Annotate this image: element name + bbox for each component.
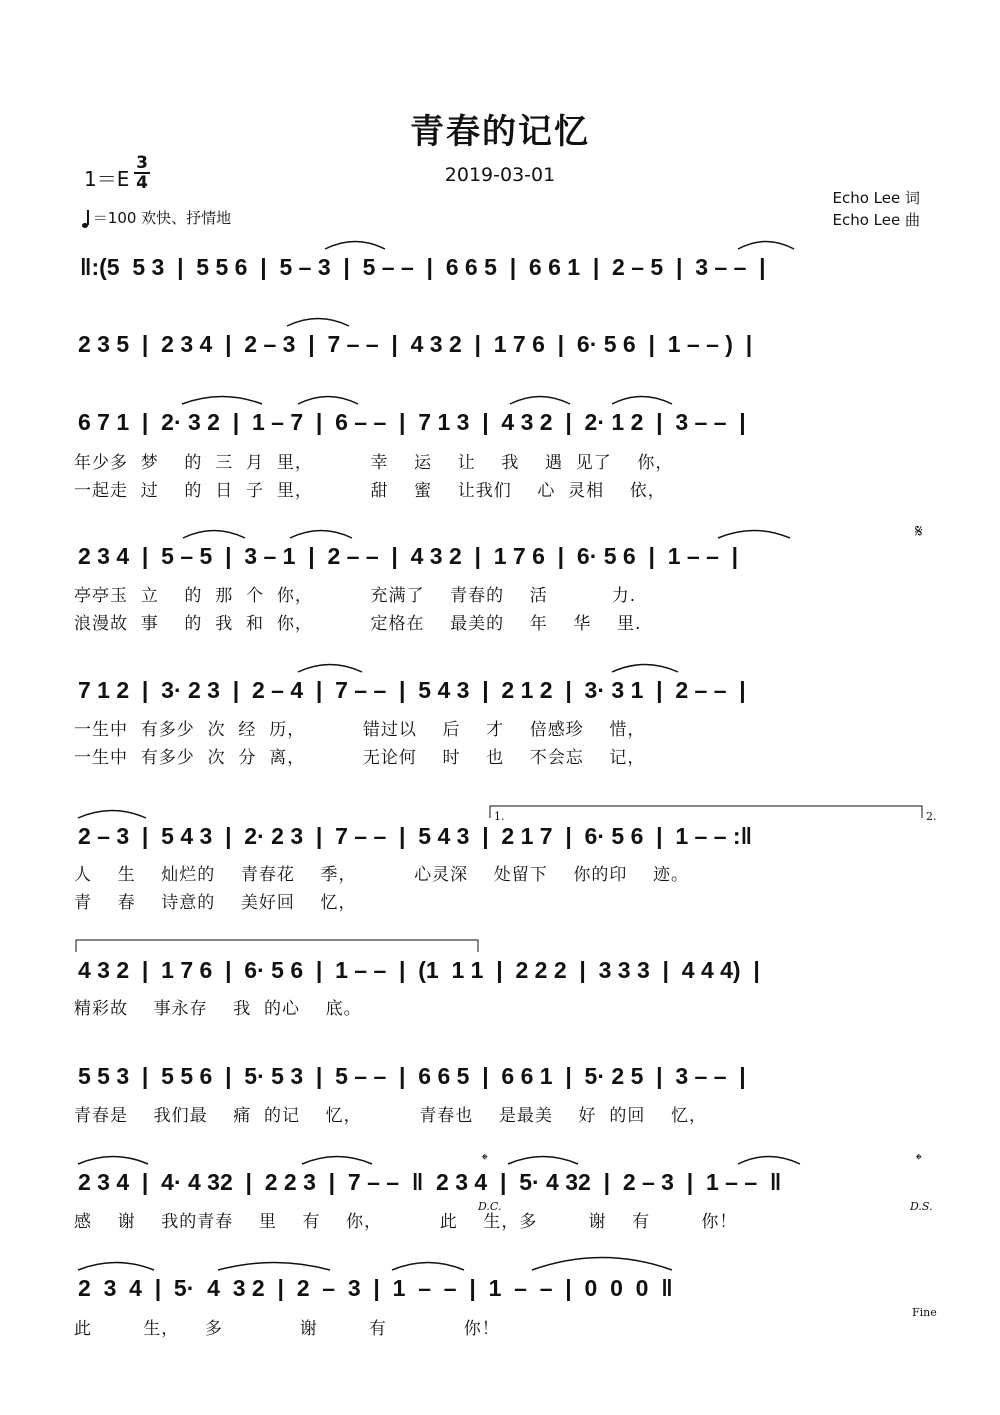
slur (392, 1263, 464, 1271)
slur (182, 397, 262, 405)
time-bottom: 4 (134, 172, 150, 192)
key-signature: 1＝E (84, 167, 130, 191)
notation-row-8: 5 5 3 | 5 5 6 | 5· 5 3 | 5 – – | 6 6 5 | 6 6 1 | 5· 2 5 | 3 – – | (78, 1063, 746, 1089)
volta-bracket-1 (490, 806, 922, 818)
lyrics-row-8: 青春是 我们最 痛 的记 忆， 青春也 是最美 好 的回 忆， (74, 1106, 707, 1126)
slur (218, 1263, 330, 1271)
slur (287, 319, 349, 327)
lyrics-row-9: 感 谢 我的青春 里 有 你， 此 生，多 谢 有 你！ (74, 1212, 738, 1232)
lyrics-row-6-verse-2: 青 春 诗意的 美好回 忆， (74, 893, 357, 913)
lyrics-row-10: 此 生， 多 谢 有 你！ (74, 1319, 500, 1339)
slur (290, 531, 352, 539)
slur (738, 242, 794, 250)
slur (298, 665, 362, 673)
notation-row-3: 6 7 1 | 2· 3 2 | 1 – 7 | 6 – – | 7 1 3 | 4 3 2 | 2· 1 2 | 3 – – | (78, 409, 746, 435)
tempo-text: ＝100 欢快、抒情地 (92, 209, 232, 227)
segno-icon: 𝄋 (915, 521, 923, 542)
lyrics-row-6-verse-1: 人 生 灿烂的 青春花 季， 心灵深 处留下 你的印 迹。 (74, 865, 689, 885)
slur (510, 397, 570, 405)
ds-marking: D.S. (910, 1200, 933, 1213)
notation-row-5: 7 1 2 | 3· 2 3 | 2 – 4 | 7 – – | 5 4 3 | 2 1 2 | 3· 3 1 | 2 – – | (78, 677, 746, 703)
lyrics-row-5-verse-1: 一生中 有多少 次 经 历， 错过以 后 才 倍感珍 惜， (74, 720, 646, 740)
notation-row-10: 2 3 4 | 5· 4 3 2 | 2 – 3 | 1 – – | 1 – – | 0 0 0 ‖ (78, 1275, 673, 1301)
dc-marking: D.C. (478, 1200, 502, 1213)
slur (183, 531, 245, 539)
volta-2-label: 2. (926, 810, 937, 823)
lyrics-row-4-verse-2: 浪漫故 事 的 我 和 你， 定格在 最美的 年 华 里. (74, 614, 642, 634)
lyrics-row-5-verse-2: 一生中 有多少 次 分 离， 无论何 时 也 不会忘 记， (74, 748, 646, 768)
lyrics-row-3-verse-1: 年少多 梦 的 三 月 里， 幸 运 让 我 遇 见了 你， (74, 453, 674, 473)
slur (612, 665, 678, 673)
lyricist-credit: Echo Lee 词 (832, 189, 920, 207)
song-date: 2019-03-01 (444, 164, 556, 186)
slur (508, 1157, 578, 1165)
tie (532, 1258, 672, 1271)
time-top: 3 (136, 153, 148, 173)
slur (298, 397, 358, 405)
song-title: 青春的记忆 (410, 112, 590, 152)
notation-row-6: 2 – 3 | 5 4 3 | 2· 2 3 | 7 – – | 5 4 3 | 2 1 7 | 6· 5 6 | 1 – – :‖ (78, 823, 753, 849)
fine-marking: Fine (912, 1306, 937, 1319)
slur (612, 397, 672, 405)
lyrics-row-4-verse-1: 亭亭玉 立 的 那 个 你， 充满了 青春的 活 力. (74, 586, 637, 606)
composer-credit: Echo Lee 曲 (832, 211, 920, 229)
notation-row-4: 2 3 4 | 5 – 5 | 3 – 1 | 2 – – | 4 3 2 | 1 7 6 | 6· 5 6 | 1 – – | (78, 543, 739, 569)
lyrics-row-3-verse-2: 一起走 过 的 日 子 里， 甜 蜜 让我们 心 灵相 依， (74, 481, 666, 501)
notation-row-7: 4 3 2 | 1 7 6 | 6· 5 6 | 1 – – | (1 1 1 | 2 2 2 | 3 3 3 | 4 4 4) | (78, 957, 760, 983)
volta-bracket-2 (76, 940, 478, 952)
slur (718, 531, 790, 539)
notation-row-2: 2 3 5 | 2 3 4 | 2 – 3 | 7 – – | 4 3 2 | 1 7 6 | 6· 5 6 | 1 – – ) | (78, 331, 753, 357)
slur (302, 1157, 372, 1165)
notation-row-1: ‖:(5 5 3 | 5 5 6 | 5 – 3 | 5 – – | 6 6 5 | 6 6 1 | 2 – 5 | 3 – – | (80, 254, 766, 280)
lyrics-row-7: 精彩故 事永存 我 的心 底。 (74, 999, 362, 1019)
slur (738, 1157, 800, 1165)
coda-icon: 𝄌 (482, 1150, 488, 1169)
volta-1-label: 1. (494, 810, 505, 823)
slur (325, 242, 385, 250)
notation-row-9: 2 3 4 | 4· 4 32 | 2 2 3 | 7 – – ‖ 2 3 4 | 5· 4 32 | 2 – 3 | 1 – – ‖ (78, 1169, 782, 1195)
slur (78, 1157, 148, 1165)
slur (78, 1263, 154, 1271)
slur (78, 811, 146, 819)
coda-icon: 𝄌 (916, 1150, 922, 1169)
